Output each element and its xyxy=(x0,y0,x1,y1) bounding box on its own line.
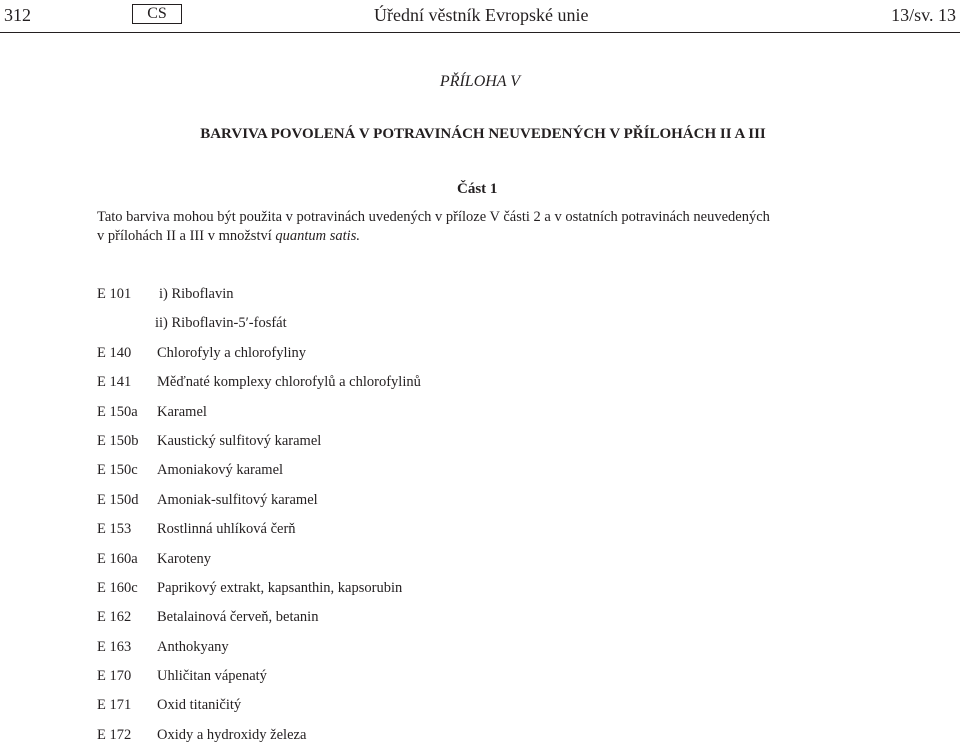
list-item xyxy=(97,285,797,314)
colour-name: Oxid titaničitý xyxy=(157,697,242,714)
list-item xyxy=(97,638,797,667)
list-item xyxy=(97,608,797,637)
list-item xyxy=(97,314,797,343)
intro-line-1: Tato barviva mohou být použita v potravinách uvedených v příloze V části 2 a v ostatních potravinách neuvedených xyxy=(97,209,770,225)
colour-name: Paprikový extrakt, kapsanthin, kapsorubin xyxy=(157,579,403,596)
volume-reference: 13/sv. 13 xyxy=(891,5,956,25)
colour-name: Oxidy a hydroxidy železa xyxy=(157,726,307,743)
list-item xyxy=(97,696,797,725)
colour-name: i) Riboflavin xyxy=(159,286,234,302)
colour-name: Amoniak-sulfitový karamel xyxy=(157,491,318,508)
e-number: E 153 xyxy=(97,521,132,538)
e-number: E 170 xyxy=(97,668,132,685)
list-item xyxy=(97,491,797,520)
list-item xyxy=(97,667,797,696)
intro-line-2-text: v přílohách II a III v množství xyxy=(97,228,276,244)
colour-name: ii) Riboflavin-5′-fosfát xyxy=(155,315,287,332)
e-number: E 150c xyxy=(97,462,138,479)
colour-name: Amoniakový karamel xyxy=(157,462,284,479)
e-number: E 160c xyxy=(97,579,138,596)
list-item xyxy=(97,579,797,608)
colour-name: Karamel xyxy=(157,403,207,420)
e-number: E 162 xyxy=(97,609,132,626)
colour-name: Anthokyany xyxy=(157,638,229,655)
e-number: E 150a xyxy=(97,403,138,420)
page-number: 312 xyxy=(4,5,31,25)
annex-label: PŘÍLOHA V xyxy=(439,73,521,90)
list-item xyxy=(97,461,797,490)
list-item xyxy=(97,726,797,755)
e-number: E 141 xyxy=(97,374,132,391)
colour-name: Měďnaté komplexy chlorofylů a chlorofylinů xyxy=(157,374,421,391)
colour-name: Kaustický sulfitový karamel xyxy=(157,432,322,449)
e-number: E 150b xyxy=(97,432,139,449)
colour-name: Rostlinná uhlíková čerň xyxy=(157,521,296,538)
e-number: E 160a xyxy=(97,550,138,567)
quantum-satis-text: quantum satis. xyxy=(275,228,360,244)
intro-paragraph xyxy=(97,208,877,246)
colour-name: Chlorofyly a chlorofyliny xyxy=(157,344,307,361)
list-item xyxy=(97,403,797,432)
annex-title: BARVIVA POVOLENÁ V POTRAVINÁCH NEUVEDENÝCH V PŘÍLOHÁCH II A III xyxy=(200,126,766,142)
language-code-box: CS xyxy=(132,4,182,24)
page-header xyxy=(0,0,960,33)
colour-name: Karoteny xyxy=(157,550,211,567)
e-number: E 171 xyxy=(97,697,132,714)
colour-list xyxy=(97,285,797,755)
part-heading: Část 1 xyxy=(457,181,498,197)
list-item xyxy=(97,550,797,579)
journal-title: Úřední věstník Evropské unie xyxy=(374,5,589,25)
list-item xyxy=(97,520,797,549)
e-number: E 163 xyxy=(97,638,132,655)
colour-name: Betalainová červeň, betanin xyxy=(157,609,319,626)
list-item xyxy=(97,373,797,402)
list-item xyxy=(97,432,797,461)
colour-name: Uhličitan vápenatý xyxy=(157,668,267,685)
list-item xyxy=(97,344,797,373)
e-number: E 101 xyxy=(97,286,132,302)
e-number: E 150d xyxy=(97,491,139,508)
e-number: E 140 xyxy=(97,344,132,361)
intro-line-2 xyxy=(97,227,877,246)
e-number: E 172 xyxy=(97,726,132,743)
